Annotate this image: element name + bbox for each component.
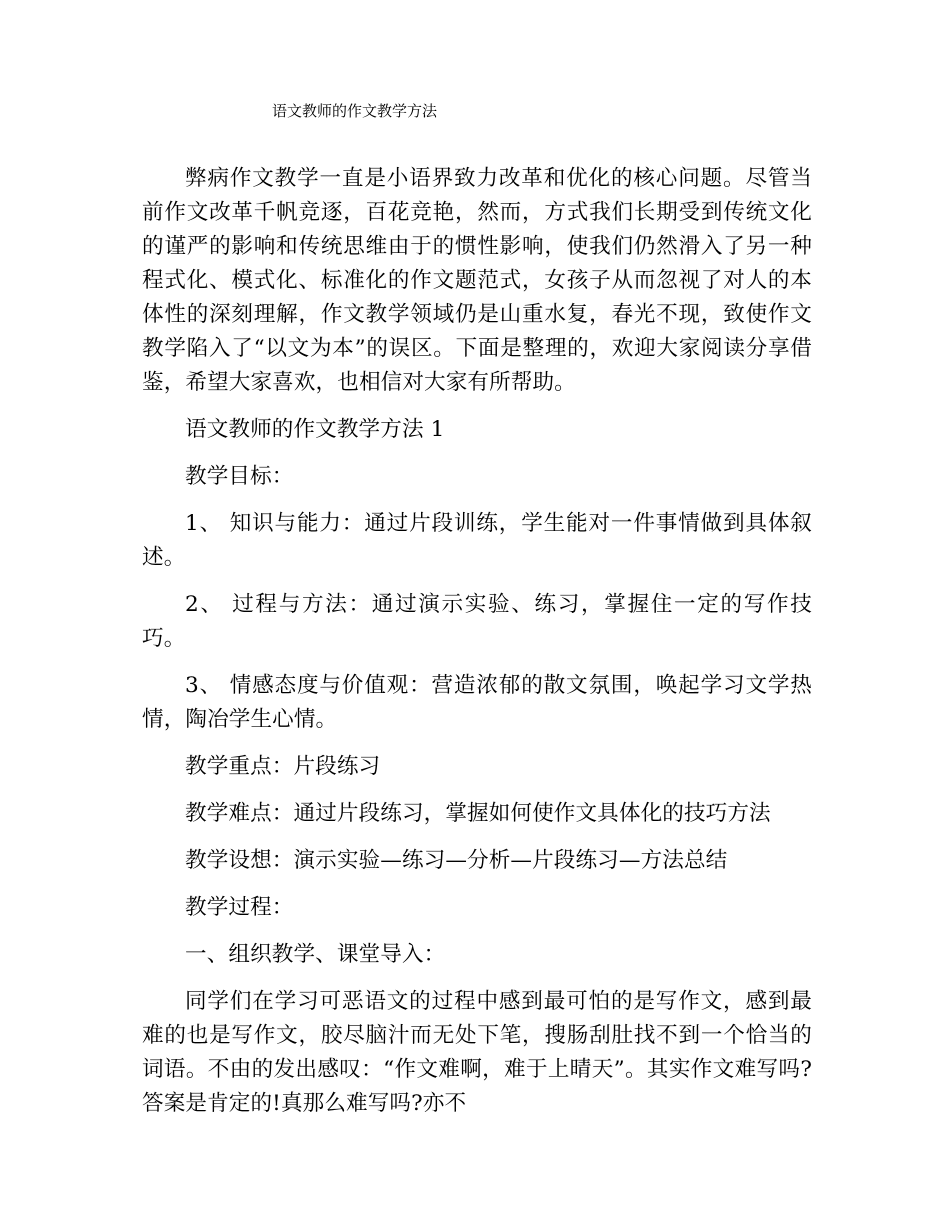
goal-item-2: 2、 过程与方法：通过演示实验、练习，掌握住一定的写作技巧。 <box>142 592 812 651</box>
document-header: 语文教师的作文教学方法 <box>272 102 438 120</box>
teaching-focus: 教学重点：片段练习 <box>185 754 381 779</box>
intro-paragraph: 弊病作文教学一直是小语界致力改革和优化的核心问题。尽管当前作文改革千帆竞逐，百花竞艳，然而，方式我们长期受到传统文化的谨严的影响和传统思维由于的惯性影响，使我们仍然滑入了另一种程式化、模式化、标准化的作文题范式，女孩子从而忽视了对人的本体性的深刻理解，作文教学领域仍是山重水复，春光不现，致使作文教学陷入了“以文为本”的误区。下面是整理的，欢迎大家阅读分享借鉴，希望大家喜欢，也相信对大家有所帮助。 <box>142 166 812 395</box>
teaching-difficulty: 教学难点：通过片段练习，掌握如何使作文具体化的技巧方法 <box>185 801 771 826</box>
teaching-plan: 教学设想：演示实验—练习—分析—片段练习—方法总结 <box>185 848 728 873</box>
teaching-process-heading: 教学过程： <box>185 895 294 920</box>
teaching-goals-heading: 教学目标： <box>185 464 294 489</box>
goal-item-1: 1、 知识与能力：通过片段训练，学生能对一件事情做到具体叙述。 <box>142 511 812 570</box>
step-one-paragraph: 同学们在学习可恶语文的过程中感到最可怕的是写作文，感到最难的也是写作文，胶尽脑汁而无处下笔，搜肠刮肚找不到一个恰当的词语。不由的发出感叹：“作文难啊，难于上晴天”。其实作文难写吗?答案是肯定的!真那么难写吗?亦不 <box>142 989 812 1116</box>
section-title: 语文教师的作文教学方法 1 <box>185 417 445 442</box>
step-one-heading: 一、组织教学、课堂导入： <box>185 942 446 967</box>
document-body <box>142 162 812 1134</box>
goal-item-3: 3、 情感态度与价值观：营造浓郁的散文氛围，唤起学习文学热情，陶冶学生心情。 <box>142 673 812 732</box>
